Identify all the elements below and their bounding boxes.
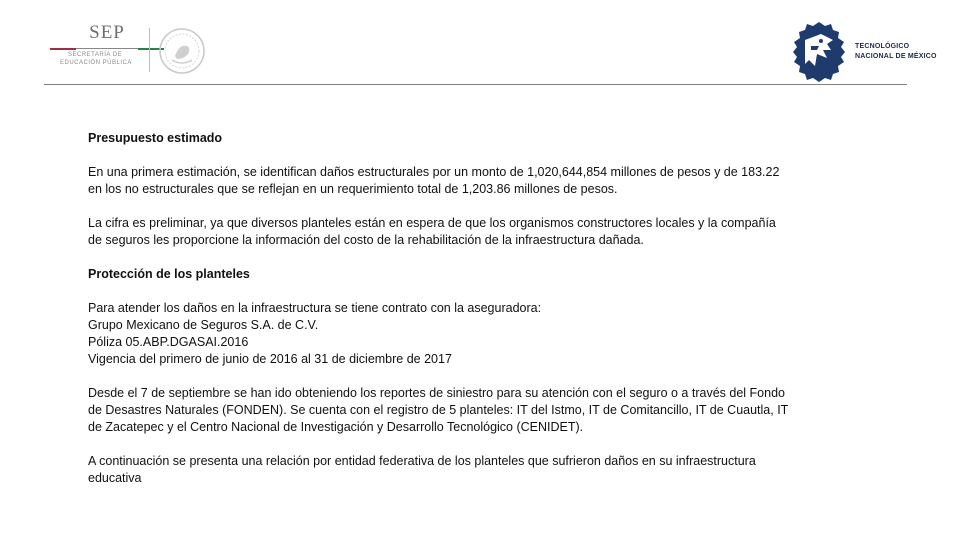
paragraph-line: La cifra es preliminar, ya que diversos planteles están en espera de que los organismos constructores locales y la compañía [88, 216, 776, 230]
paragraph-line: en los no estructurales que se reflejan en un requerimiento total de 1,203.86 millones de pesos. [88, 182, 618, 196]
sep-logo-subtitle-line2: EDUCACIÓN PÚBLICA [60, 60, 132, 66]
sep-logo-red-rule [50, 48, 76, 50]
slide-header [0, 0, 960, 90]
tecnm-name [855, 42, 955, 62]
tecnm-emblem-icon [787, 20, 851, 84]
tecnm-name-line2: NACIONAL DE MÉXICO [855, 53, 937, 60]
paragraph-line: de Zacatepec y el Centro Nacional de Investigación y Desarrollo Tecnológico (CENIDET). [88, 420, 584, 434]
paragraph-line: Desde el 7 de septiembre se han ido obteniendo los reportes de siniestro para su atención con el seguro o a través del Fondo [88, 386, 785, 400]
paragraph-line: de seguros les proporcione la información del costo de la rehabilitación de la infraestructura dañada. [88, 233, 644, 247]
policy-validity: Vigencia del primero de junio de 2016 al 31 de diciembre de 2017 [88, 352, 452, 366]
sep-logo-subtitle-line1: SECRETARÍA DE [68, 52, 123, 58]
paragraph-line: En una primera estimación, se identifican daños estructurales por un monto de 1,020,644,854 millones de pesos y de 183.22 [88, 165, 780, 179]
paragraph-line: de Desastres Naturales (FONDEN). Se cuenta con el registro de 5 planteles: IT del Istmo, IT de Comitancillo, IT de Cuautla, IT [88, 403, 789, 417]
paragraph-line: A continuación se presenta una relación por entidad federativa de los planteles que sufrieron daños en su infraestructura [88, 454, 756, 468]
logo-divider [149, 28, 150, 72]
sep-logo-gray-rule [76, 48, 138, 49]
insurance-intro: Para atender los daños en la infraestructura se tiene contrato con la aseguradora: [88, 301, 542, 315]
sep-logo-title: SEP [89, 22, 125, 43]
section-heading-budget: Presupuesto estimado [88, 131, 223, 145]
policy-number: Póliza 05.ABP.DGASAI.2016 [88, 335, 249, 349]
section-heading-protection: Protección de los planteles [88, 267, 250, 281]
paragraph-line: educativa [88, 471, 142, 485]
document-body [88, 130, 908, 487]
tecnm-name-line1: TECNOLÓGICO [855, 43, 910, 50]
mexico-coat-of-arms-icon [157, 26, 207, 76]
insurer-name: Grupo Mexicano de Seguros S.A. de C.V. [88, 318, 319, 332]
header-divider [44, 84, 907, 85]
sep-logo [50, 22, 140, 72]
